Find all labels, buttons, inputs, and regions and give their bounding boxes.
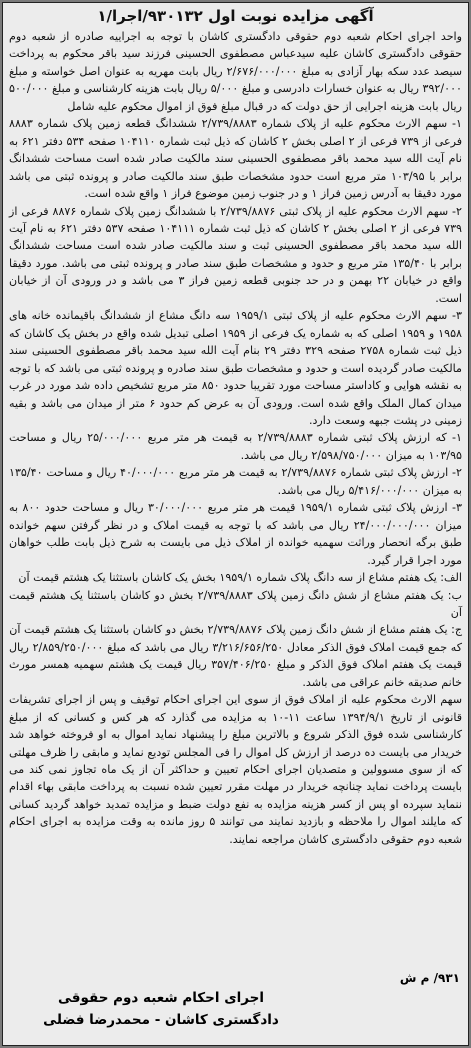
notice-title: آگهی مزایده نوبت اول ۹۳۰۱۳۲/اجرا/۱: [97, 7, 374, 25]
notice-code: ۹۳۱/ م ش: [399, 971, 460, 985]
notice-paragraph: ۲- ارزش پلاک ثبتی شماره ۲/۷۳۹/۸۸۷۶ به قیمت هر متر مربع ۴۰/۰۰۰/۰۰۰ ریال و مساحت ۱۳۵/۴۰ به میزان ۵/۴۱۶/۰۰۰/۰۰۰ ریال می باشد.: [9, 466, 462, 497]
notice-paragraph: ۳- ارزش پلاک ثبتی شماره ۱۹۵۹/۱ قیمت هر متر مربع ۳۰/۰۰۰/۰۰۰ ریال و مساحت حدود ۸۰۰ به میزان ۲۴/۰۰۰/۰۰۰/۰۰۰ ریال می باشد که با توجه به قیمت املاک و در نظر گرفتن سهم خوانده طبق برگه انحصار وراثت سهمیه خوانده از املاک ذیل می بایست به شرح ذیل بابت طلب خواهان مورد اجرا قرار گیرد.: [9, 501, 463, 567]
notice-paragraph: الف: یک هفتم مشاع از سه دانگ پلاک شماره ۱۹۵۹/۱ بخش یک کاشان باستثنا یک هشتم قیمت آن: [18, 571, 462, 585]
notice-paragraph: ۱- سهم الارث محکوم علیه از پلاک شماره ۲/۷۳۹/۸۸۸۳ ششدانگ قطعه زمین پلاک شماره ۸۸۸۳ فرعی از ۷۳۹ فرعی از ۲ اصلی بخش ۲ کاشان که ذیل ثبت شماره ۱۰۴۱۱۰ صفحه ۵۳۴ دفتر ۶۲۱ به نام آیت الله سید محمد باقر مصطفوی الحسینی سند مالکیت صادر شده است مساحت ششدانگ برابر با ۱۰۳/۹۵ متر مربع است حدود مشخصات طبق سند مالکیت صادر و پرونده ثبتی می باشد مورد دقیقا به آدرس زمین فراز ۱ و در جنوب زمین موضوع فراز ۱ واقع شده است.: [9, 117, 462, 201]
notice-paragraph: ۱- که ارزش پلاک ثبتی شماره ۲/۷۳۹/۸۸۸۳ به قیمت هر متر مربع ۲۵/۰۰۰/۰۰۰ ریال و مساحت ۱۰۳/۹۵ به میزان ۲/۵۹۸/۷۵۰/۰۰۰ ریال می باشد.: [9, 431, 463, 462]
notice-paragraph: سهم الارث محکوم علیه از املاک فوق از سوی این اجرای احکام توقیف و پس از اجرای تشریفات قانونی از تاریخ ۱۳۹۴/۹/۱ ساعت ۱۱-۱۰ به مزایده می گذارد که هر کس و کسانی که از مبلغ کارشناسی شده فوق الذکر شروع و بالاترین مبلغ را پیشنهاد نماید اموال به او فروخته خواهد شد خریدار می بایست ده درصد از ارزش کل اموال را فی المجلس تودیع نماید و مابقی را ظرف مهلتی که از سوی مسوولین و متصدیان اجرای احکام تعیین و حداکثر آن از یک ماه تجاوز نمی کند می بایست پرداخت نماید چنانچه خریدار در مهلت مقرر تعیین شده نسبت به پرداخت مابقی بهاء اقدام ننماید سپرده او پس از کسر هزینه مزایده به نفع دولت ضبط و مزایده تمدید خواهد گردید کسانی که مایلند اموال را ملاحظه و بازدید نمایند می توانند ۵ روز مانده به وقت مزایده به اجرای احکام شعبه دوم حقوقی دادگستری کاشان مراجعه نمایند.: [9, 693, 463, 846]
signature-line: دادگستری کاشان - محمدرضا فضلی: [43, 1012, 279, 1028]
signature-line: اجرای احکام شعبه دوم حقوقی: [58, 990, 264, 1006]
notice-paragraph: که جمع قیمت املاک فوق الذکر معادل ۳/۲۱۶/۶۵۶/۲۵۰ ریال می باشد که مبلغ ۲/۸۵۹/۲۵۰/۰۰۰ ریال قیمت یک هفتم املاک فوق الذکر و مبلغ ۳۵۷/۴۰۶/۲۵۰ ریال قیمت یک هشتم سهمیه همسر مورث خانم صدیقه خانم عراقی می باشد.: [9, 640, 462, 689]
notice-footer: [11, 971, 460, 1039]
newspaper-notice: [2, 2, 469, 1046]
signature-block: [11, 987, 311, 1031]
notice-paragraph: ب: یک هفتم مشاع از شش دانگ زمین پلاک ۲/۷۳۹/۸۸۸۳ بخش دو کاشان باستثنا یک هشتم قیمت آن: [9, 588, 462, 619]
notice-paragraph: ۳- سهم الارث محکوم علیه از پلاک ثبتی ۱۹۵۹/۱ سه دانگ مشاع از ششدانگ باقیمانده خانه های ۱۹۵۸ و ۱۹۵۹ اصلی که به شماره یک فرعی از ۱۹۵۹ اصلی تبدیل شده واقع در بخش یک کاشان که ذیل ثبت شماره ۲۷۵۸ صفحه ۳۲۹ دفتر ۲۹ بنام آیت الله سید محمد باقر مصطفوی الحسینی سند مالکیت صادر گردیده است و حدود و مشخصات طبق سند صادره و پرونده ثبتی می باشد که با توجه به نقشه هوایی و کاداستر مساحت مورد تقریبا حدود ۸۵۰ متر مربع تشخیص داده شد مورد در غرب میدان کمال الملک واقع شده است. ورودی آن به عرض کم حدود ۶ متر از میدان می باشد و بقیه زمینی در پشت جبهه وسعت دارد.: [9, 309, 462, 427]
notice-paragraph: ۲- سهم الارث محکوم علیه از پلاک ثبتی ۲/۷۳۹/۸۸۷۶ با ششدانگ زمین پلاک شماره ۸۸۷۶ فرعی از ۷۳۹ فرعی از ۲ اصلی بخش ۲ کاشان که ذیل ثبت شماره ۱۰۴۱۱۱ صفحه ۵۳۷ دفتر ۶۲۱ به نام آیت الله سید محمد باقر مصطفوی الحسینی ثبت و سند مالکیت صادر شده است مساحت ششدانگ برابر با ۱۳۵/۴۰ متر مربع و حدود و مشخصات طبق سند صادر و پرونده ثبتی می باشد. مورد دقیقا واقع در خیابان ۲۲ بهمن و در حد جنوبی قطعه زمین فراز ۳ می باشد و در ورودی آن از خیابان است.: [9, 204, 463, 305]
notice-body: [9, 28, 462, 848]
notice-paragraph: واحد اجرای احکام شعبه دوم حقوقی دادگستری کاشان با توجه به اجراییه صادره از شعبه دوم حقوقی دادگستری کاشان علیه سیدعباس مصطفوی الحسینی فرزند سید باقر محکوم به پرداخت سیصد عدد سکه بهار آزادی به مبلغ ۲/۶۷۶/۰۰۰/۰۰۰ ریال بابت مهریه به عنوان اصل خواسته و مبلغ ۳۹۲/۰۰۰ ریال به عنوان خسارات دادرسی و مبلغ ۵/۰۰۰ ریال بابت هزینه کارشناسی و مبلغ ۵۰۰/۰۰۰ ریال بابت هزینه اجرایی از حق دولت که در قبال مبلغ فوق از اموال محکوم علیه شامل: [9, 30, 462, 113]
notice-paragraph: ج: یک هفتم مشاع از شش دانگ زمین پلاک ۲/۷۳۹/۸۸۷۶ بخش دو کاشان باستثنا یک هشتم قیمت آن: [9, 623, 462, 637]
